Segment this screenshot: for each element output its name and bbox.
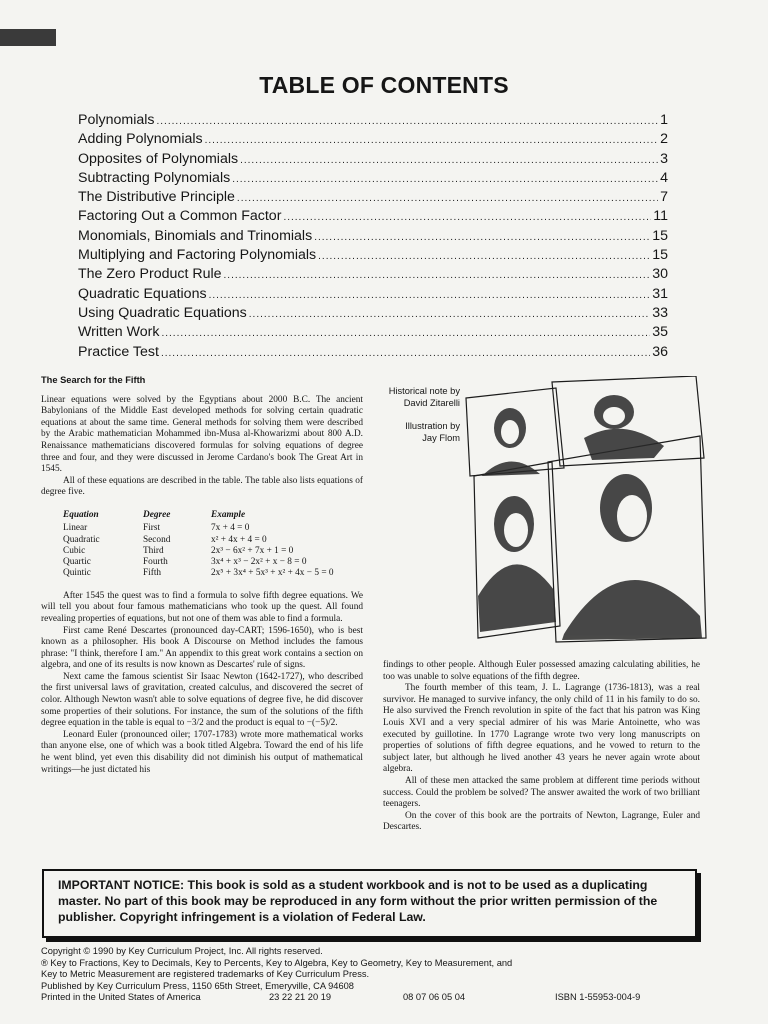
toc-entry-title: Written Work bbox=[78, 324, 160, 341]
dot-leader bbox=[314, 232, 650, 243]
paragraph: Linear equations were solved by the Egyptians about 2000 B.C. The ancient Babylonians of the Middle East developed methods for solving certain quadratic equations at about the same time. General methods for solving them were described by the Arabic mathematician Mohammed ibn-Musa al-Khowarizmi about 800 A.D. Renaissance mathematicians discovered formulas for solving equations of degree three and four, and they were discussed in Jerome Cardano's book The Great Art in 1545. bbox=[41, 394, 363, 475]
scan-corner-mark bbox=[0, 29, 56, 46]
toc-entry[interactable] bbox=[78, 286, 668, 305]
mathematician-portraits-illustration bbox=[464, 376, 708, 646]
toc-entry[interactable] bbox=[78, 170, 668, 189]
equation-table bbox=[63, 510, 334, 580]
toc-entry-title: Practice Test bbox=[78, 343, 159, 360]
toc-entry-page: 3 bbox=[660, 150, 668, 167]
toc-entry-title: Using Quadratic Equations bbox=[78, 304, 247, 321]
dot-leader bbox=[318, 251, 650, 262]
table-row bbox=[63, 568, 334, 579]
dot-leader bbox=[161, 328, 650, 339]
dot-leader bbox=[283, 212, 651, 223]
toc-entry-page: 4 bbox=[660, 169, 668, 186]
toc-entry[interactable] bbox=[78, 344, 668, 363]
toc-entry-title: Quadratic Equations bbox=[78, 285, 207, 302]
toc-entry-title: Subtracting Polynomials bbox=[78, 169, 231, 186]
dot-leader bbox=[209, 290, 651, 301]
dot-leader bbox=[237, 193, 658, 204]
toc-entry-page: 31 bbox=[652, 285, 668, 302]
page-title: TABLE OF CONTENTS bbox=[259, 72, 509, 98]
credit-label: Historical note by bbox=[388, 386, 460, 396]
paragraph: Leonard Euler (pronounced oiler; 1707-1783) wrote more mathematical works than anyone else, one of which was a book titled Algebra. Toward the end of his life he went blind, yet even this disability did not diminish his output of mathematical writings—he just dictated his bbox=[41, 729, 363, 775]
toc-entry-page: 11 bbox=[653, 208, 668, 225]
toc-entry[interactable] bbox=[78, 305, 668, 324]
printing-numbers: 23 22 21 20 19 bbox=[269, 992, 332, 1002]
table-row bbox=[63, 557, 334, 568]
column-header: Degree bbox=[143, 509, 171, 520]
table-cell: Quartic bbox=[63, 557, 91, 568]
toc-entry-page: 36 bbox=[652, 343, 668, 360]
dot-leader bbox=[232, 174, 658, 185]
paragraph: After 1545 the quest was to find a formula to solve fifth degree equations. We will tell you about four famous mathematicians who took up the quest. All found revealing properties of equations, but not one of them was able to find a formula. bbox=[41, 590, 363, 624]
article-left-column bbox=[41, 375, 363, 776]
credit-name: David Zitarelli bbox=[403, 397, 460, 408]
dot-leader bbox=[240, 155, 658, 166]
toc-entry[interactable] bbox=[78, 112, 668, 131]
table-row bbox=[63, 546, 334, 557]
toc-entry-title: Multiplying and Factoring Polynomials bbox=[78, 247, 317, 264]
paragraph: All of these equations are described in the table. The table also lists equations of degree five. bbox=[41, 475, 363, 498]
printing-line bbox=[41, 992, 721, 1004]
toc-entry-page: 35 bbox=[652, 324, 668, 341]
toc-entry[interactable] bbox=[78, 247, 668, 266]
table-cell: Second bbox=[143, 534, 171, 545]
table-of-contents bbox=[78, 112, 668, 363]
publisher-line: Published by Key Curriculum Press, 1150 65th Street, Emeryville, CA 94608 bbox=[41, 980, 354, 991]
toc-entry-title: The Zero Product Rule bbox=[78, 266, 222, 283]
table-cell: Cubic bbox=[63, 545, 86, 556]
printed-in: Printed in the United States of America bbox=[41, 992, 201, 1002]
column-header: Equation bbox=[63, 509, 99, 520]
paragraph: All of these men attacked the same problem at different time periods without success. Could the problem be solved? The answer awaited the work of two brilliant teenagers. bbox=[383, 775, 700, 810]
toc-entry-title: Adding Polynomials bbox=[78, 131, 203, 148]
toc-entry-page: 1 bbox=[660, 112, 668, 128]
dot-leader bbox=[224, 270, 651, 281]
toc-entry-page: 15 bbox=[652, 227, 668, 244]
toc-entry-title: Opposites of Polynomials bbox=[78, 150, 239, 167]
toc-entry-title: Polynomials bbox=[78, 112, 155, 128]
illustration-credit bbox=[376, 421, 460, 444]
table-cell: Fifth bbox=[143, 568, 162, 579]
toc-entry[interactable] bbox=[78, 208, 668, 227]
table-row bbox=[63, 535, 334, 546]
toc-entry[interactable] bbox=[78, 266, 668, 285]
dot-leader bbox=[157, 116, 659, 127]
dot-leader bbox=[161, 348, 650, 359]
column-header: Example bbox=[211, 509, 246, 520]
toc-entry[interactable] bbox=[78, 131, 668, 150]
table-cell: 3x⁴ + x³ − 2x² + x − 8 = 0 bbox=[211, 557, 307, 568]
toc-entry-page: 33 bbox=[652, 304, 668, 321]
toc-entry[interactable] bbox=[78, 151, 668, 170]
dot-leader bbox=[249, 309, 650, 320]
toc-entry-page: 30 bbox=[652, 266, 668, 283]
table-cell: First bbox=[143, 523, 161, 534]
toc-entry-title: The Distributive Principle bbox=[78, 189, 235, 206]
copyright-line: Copyright © 1990 by Key Curriculum Project, Inc. All rights reserved. bbox=[41, 946, 323, 956]
historical-note-credit bbox=[376, 386, 460, 409]
table-cell: Linear bbox=[63, 523, 88, 534]
toc-entry-page: 7 bbox=[660, 189, 668, 206]
toc-entry-page: 15 bbox=[652, 247, 668, 264]
trademark-line: Key to Metric Measurement are registered trademarks of Key Curriculum Press. bbox=[41, 969, 370, 979]
copyright-footer bbox=[41, 946, 721, 1004]
paragraph: Next came the famous scientist Sir Isaac Newton (1642-1727), who described the first universal laws of gravitation, created calculus, and discovered the secret of color. Although Newton wasn't able to solve equations of degree five, he did discover some properties of their solutions. For instance, the sum of the solutions of the fifth degree equation in the table is equal to −3/2 and the product is equal to −(−5)/2. bbox=[41, 671, 363, 729]
toc-entry[interactable] bbox=[78, 324, 668, 343]
table-row bbox=[63, 523, 334, 534]
credit-label: Illustration by bbox=[405, 421, 460, 431]
trademark-line: ® Key to Fractions, Key to Decimals, Key to Percents, Key to Algebra, Key to Geometry, Key to Measurement, and bbox=[41, 957, 513, 968]
table-cell: x² + 4x + 4 = 0 bbox=[211, 534, 267, 545]
table-cell: Quadratic bbox=[63, 534, 100, 545]
isbn: ISBN 1-55953-004-9 bbox=[555, 992, 641, 1002]
toc-entry-title: Monomials, Binomials and Trinomials bbox=[78, 227, 313, 244]
table-cell: Third bbox=[143, 545, 164, 556]
toc-entry-title: Factoring Out a Common Factor bbox=[78, 208, 282, 225]
table-cell: Quintic bbox=[63, 568, 91, 579]
table-cell: 2x³ − 6x² + 7x + 1 = 0 bbox=[211, 545, 294, 556]
toc-entry-page: 2 bbox=[660, 131, 668, 148]
toc-entry[interactable] bbox=[78, 228, 668, 247]
paragraph: The fourth member of this team, J. L. Lagrange (1736-1813), was a real survivor. He managed to survive infancy, the only child of 11 in his family to do so. He also survived the French revolution in spite of the fact that his patron was King Louis XVI and a very special admirer of his was Marie Antoinette, who was executed by guillotine. In 1770 Lagrange wrote two very long manuscripts on properties of solutions of fifth degree equations, and he vowed to return to the subject later, but although he lived another 43 years he never again wrote about algebra. bbox=[383, 683, 700, 775]
important-notice-box: IMPORTANT NOTICE: This book is sold as a student workbook and is not to be used as a duplicating master. No part of this book may be reproduced in any form without the prior written permission of the publisher. Copyright infringement is a violation of Federal Law. bbox=[42, 869, 697, 938]
paragraph: findings to other people. Although Euler possessed amazing calculating abilities, he too was unable to solve equations of the fifth degree. bbox=[383, 660, 700, 682]
dot-leader bbox=[205, 135, 659, 146]
article-right-column bbox=[383, 660, 700, 834]
table-cell: Fourth bbox=[143, 557, 168, 568]
printing-numbers: 08 07 06 05 04 bbox=[403, 992, 466, 1002]
credit-name: Jay Flom bbox=[422, 432, 460, 443]
article-heading: The Search for the Fifth bbox=[41, 375, 146, 385]
toc-entry[interactable] bbox=[78, 189, 668, 208]
paragraph: First came René Descartes (pronounced day-CART; 1596-1650), who is best known as a philosopher. His book A Discourse on Method includes the famous phrase: "I think, therefore I am." An appendix to this great work contains a section on algebra, and one of its results is now known as Descartes' rule of signs. bbox=[41, 625, 363, 671]
table-cell: 7x + 4 = 0 bbox=[211, 523, 250, 534]
paragraph: On the cover of this book are the portraits of Newton, Lagrange, Euler and Descartes. bbox=[383, 810, 700, 833]
table-cell: 2x⁵ + 3x⁴ + 5x³ + x² + 4x − 5 = 0 bbox=[211, 568, 334, 579]
